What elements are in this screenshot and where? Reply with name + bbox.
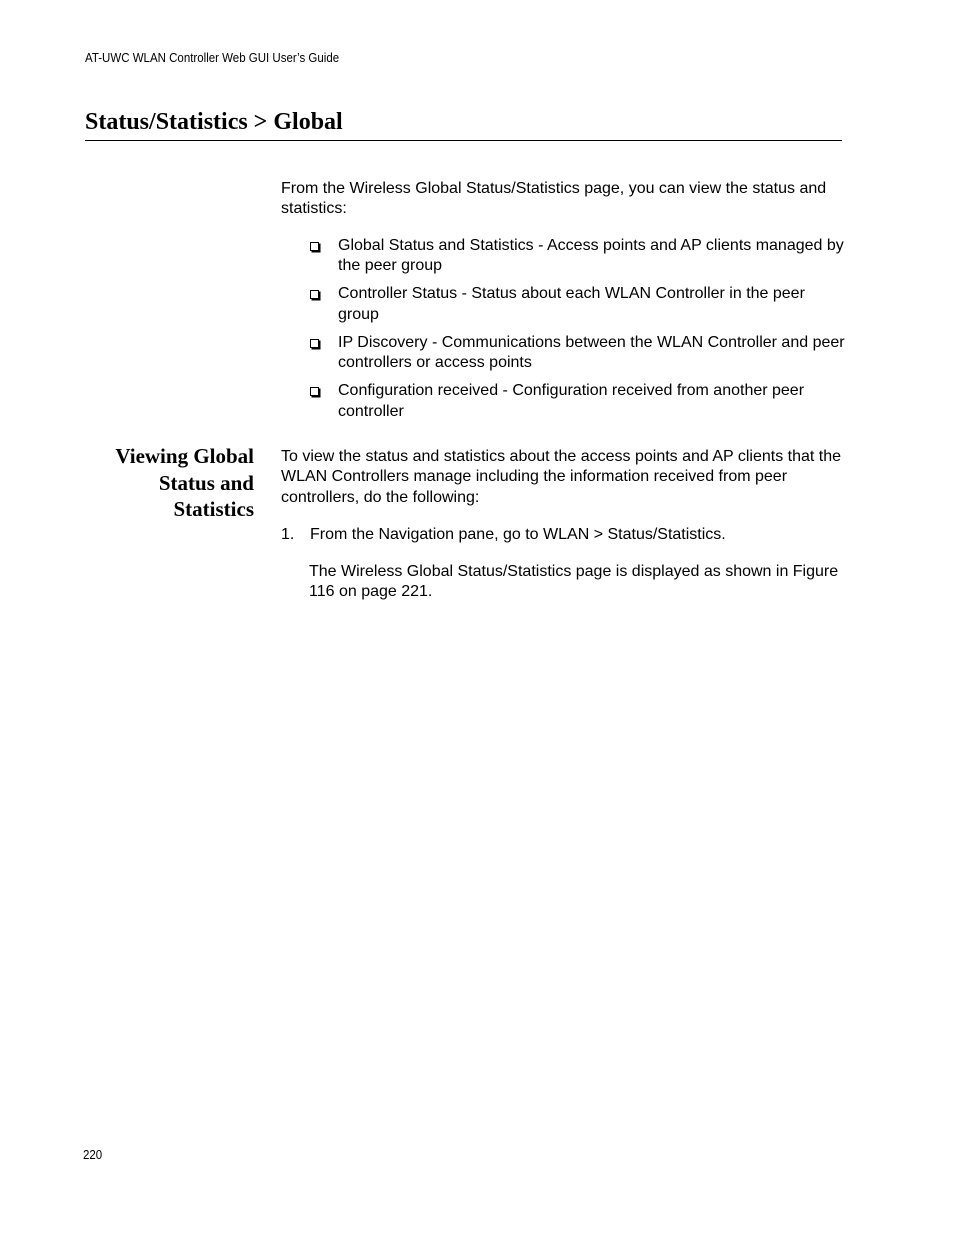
list-item-text: IP Discovery - Communications between the WLAN Controller and peer controllers or access points [338,333,845,372]
intro-paragraph: From the Wireless Global Status/Statistics page, you can view the status and statistics: [281,180,827,218]
checkbox-bullet-icon [310,387,319,396]
checkbox-bullet-icon [310,242,319,251]
running-header: AT-UWC WLAN Controller Web GUI User’s Guide [85,51,340,65]
section-title: Status/Statistics > Global [85,109,343,135]
subsection-heading-line: Status and [158,470,254,495]
procedure-intro: To view the status and statistics about the access points and AP clients that the WLAN Controllers manage including the information received from peer controllers, do the following: [281,448,842,506]
list-item [309,284,849,325]
feature-list [309,236,849,430]
list-item-text: Global Status and Statistics - Access points and AP clients managed by the peer group [338,237,844,275]
checkbox-bullet-icon [310,290,319,299]
list-item [309,333,849,374]
list-item [309,381,849,422]
subsection-heading [85,443,254,523]
subsection-heading-line: Statistics [173,497,254,521]
step-text: From the Navigation pane, go to WLAN > Status/Statistics. [310,526,726,543]
title-rule [85,140,842,141]
step-result: The Wireless Global Status/Statistics page is displayed as shown in Figure 116 on page 221. [309,563,839,601]
list-item-text: Configuration received - Configuration received from another peer controller [338,382,805,420]
step-number: 1. [281,526,295,543]
subsection-heading-line: Viewing Global [115,444,254,468]
list-item [309,236,849,277]
list-item-text: Controller Status - Status about each WLAN Controller in the peer group [338,285,805,323]
checkbox-bullet-icon [310,339,319,348]
page-number: 220 [83,1148,103,1162]
